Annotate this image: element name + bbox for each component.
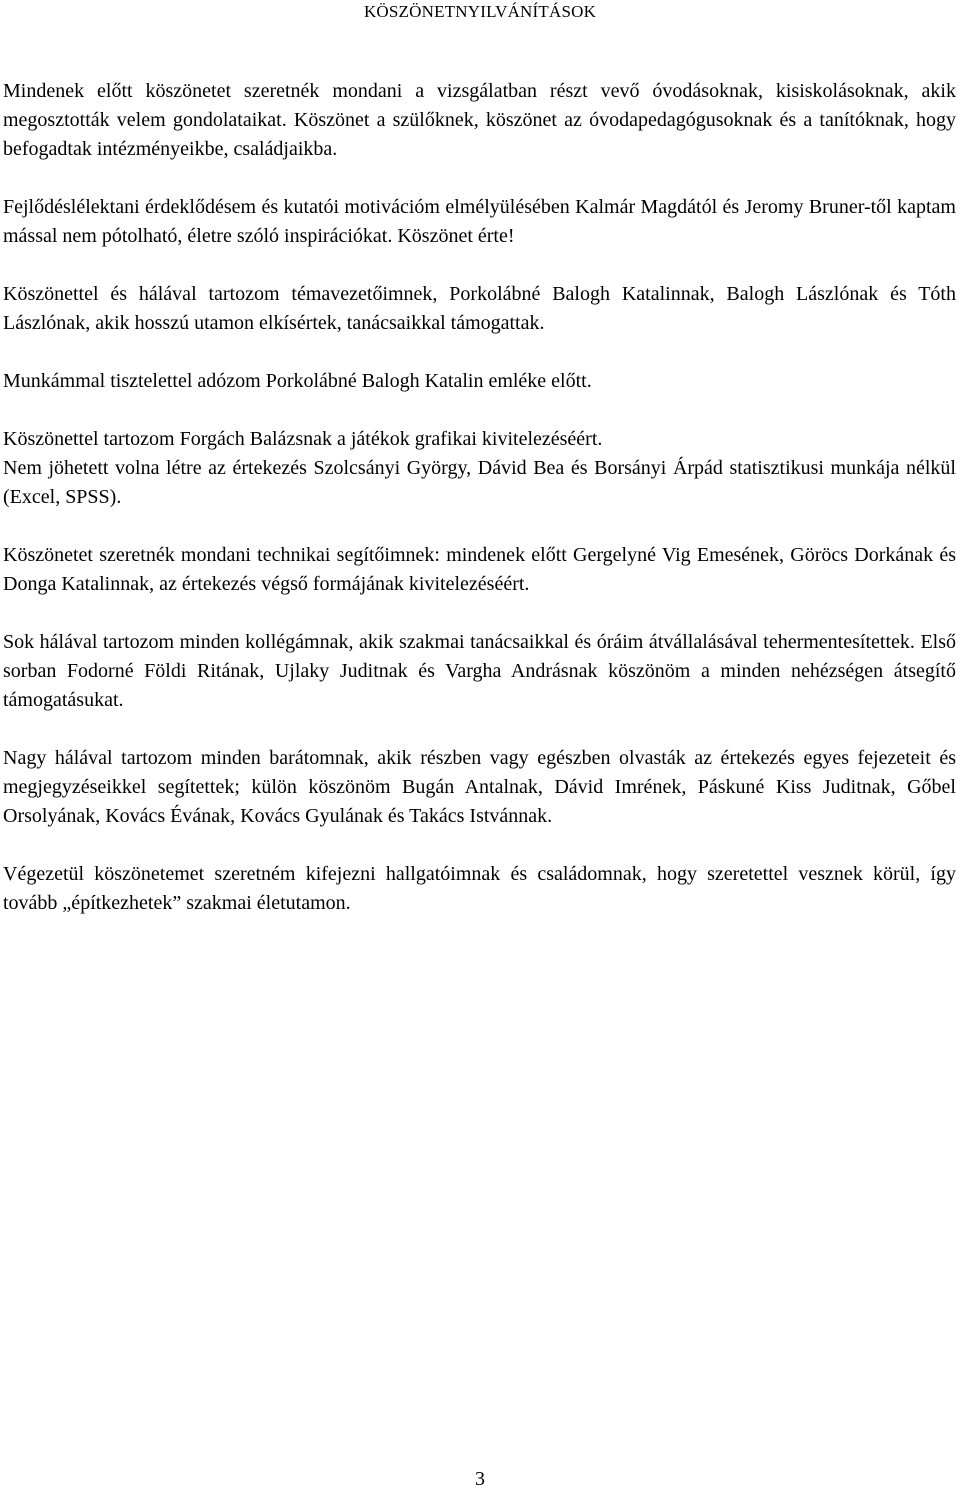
paragraph-supervisors: Köszönettel és hálával tartozom témavezetőimnek, Porkolábné Balogh Katalinnak, Balogh Lászlónak és Tóth Lászlónak, akik hosszú utamon elkísértek, tanácsaikkal támogattak. <box>3 283 956 334</box>
paragraph-colleagues: Sok hálával tartozom minden kollégámnak, akik szakmai tanácsaikkal és óráim átvállalásával tehermentesítettek. Első sorban Fodorné Földi Ritának, Ujlaky Juditnak és Vargha Andrásnak köszönöm a minden nehézségen átsegítő támogatásukat. <box>3 631 956 711</box>
paragraph-graphics: Köszönettel tartozom Forgách Balázsnak a játékok grafikai kivitelezéséért. <box>3 428 603 450</box>
paragraph-memorial: Munkámmal tisztelettel adózom Porkolábné Balogh Katalin emléke előtt. <box>3 370 592 392</box>
page-heading: KÖSZÖNETNYILVÁNÍTÁSOK <box>363 2 597 21</box>
paragraph-statistics: Nem jöhetett volna létre az értekezés Szolcsányi György, Dávid Bea és Borsányi Árpád statisztikusi munkája nélkül (Excel, SPSS). <box>3 457 956 508</box>
acknowledgements-body <box>3 77 956 947</box>
paragraph-technical-helpers: Köszönetet szeretnék mondani technikai segítőimnek: mindenek előtt Gergelyné Vig Emesének, Göröcs Dorkának és Donga Katalinnak, az értekezés végső formájának kivitelezéséért. <box>3 544 956 595</box>
paragraph-family: Végezetül köszönetemet szeretném kifejezni hallgatóimnak és családomnak, hogy szeretettel vesznek körül, így tovább „építkezhetek” szakmai életutamon. <box>3 863 956 914</box>
page-number: 3 <box>475 1468 485 1490</box>
paragraph-participants: Mindenek előtt köszönetet szeretnék mondani a vizsgálatban részt vevő óvodásoknak, kisiskolásoknak, akik megosztották velem gondolataikat. Köszönet a szülőknek, köszönet az óvodapedagógusoknak és a tanítóknak, hogy befogadtak intézményeikbe, családjaikba. <box>3 80 956 160</box>
paragraph-inspiration: Fejlődéslélektani érdeklődésem és kutatói motivációm elmélyülésében Kalmár Magdától és Jeromy Bruner-től kaptam mással nem pótolható, életre szóló inspirációkat. Köszönet érte! <box>3 196 956 247</box>
paragraph-friends: Nagy hálával tartozom minden barátomnak, akik részben vagy egészben olvasták az értekezés egyes fejezeteit és megjegyzéseikkel segítettek; külön köszönöm Bugán Antalnak, Dávid Imrének, Páskuné Kiss Juditnak, Gőbel Orsolyának, Kovács Évának, Kovács Gyulának és Takács Istvánnak. <box>3 747 956 827</box>
